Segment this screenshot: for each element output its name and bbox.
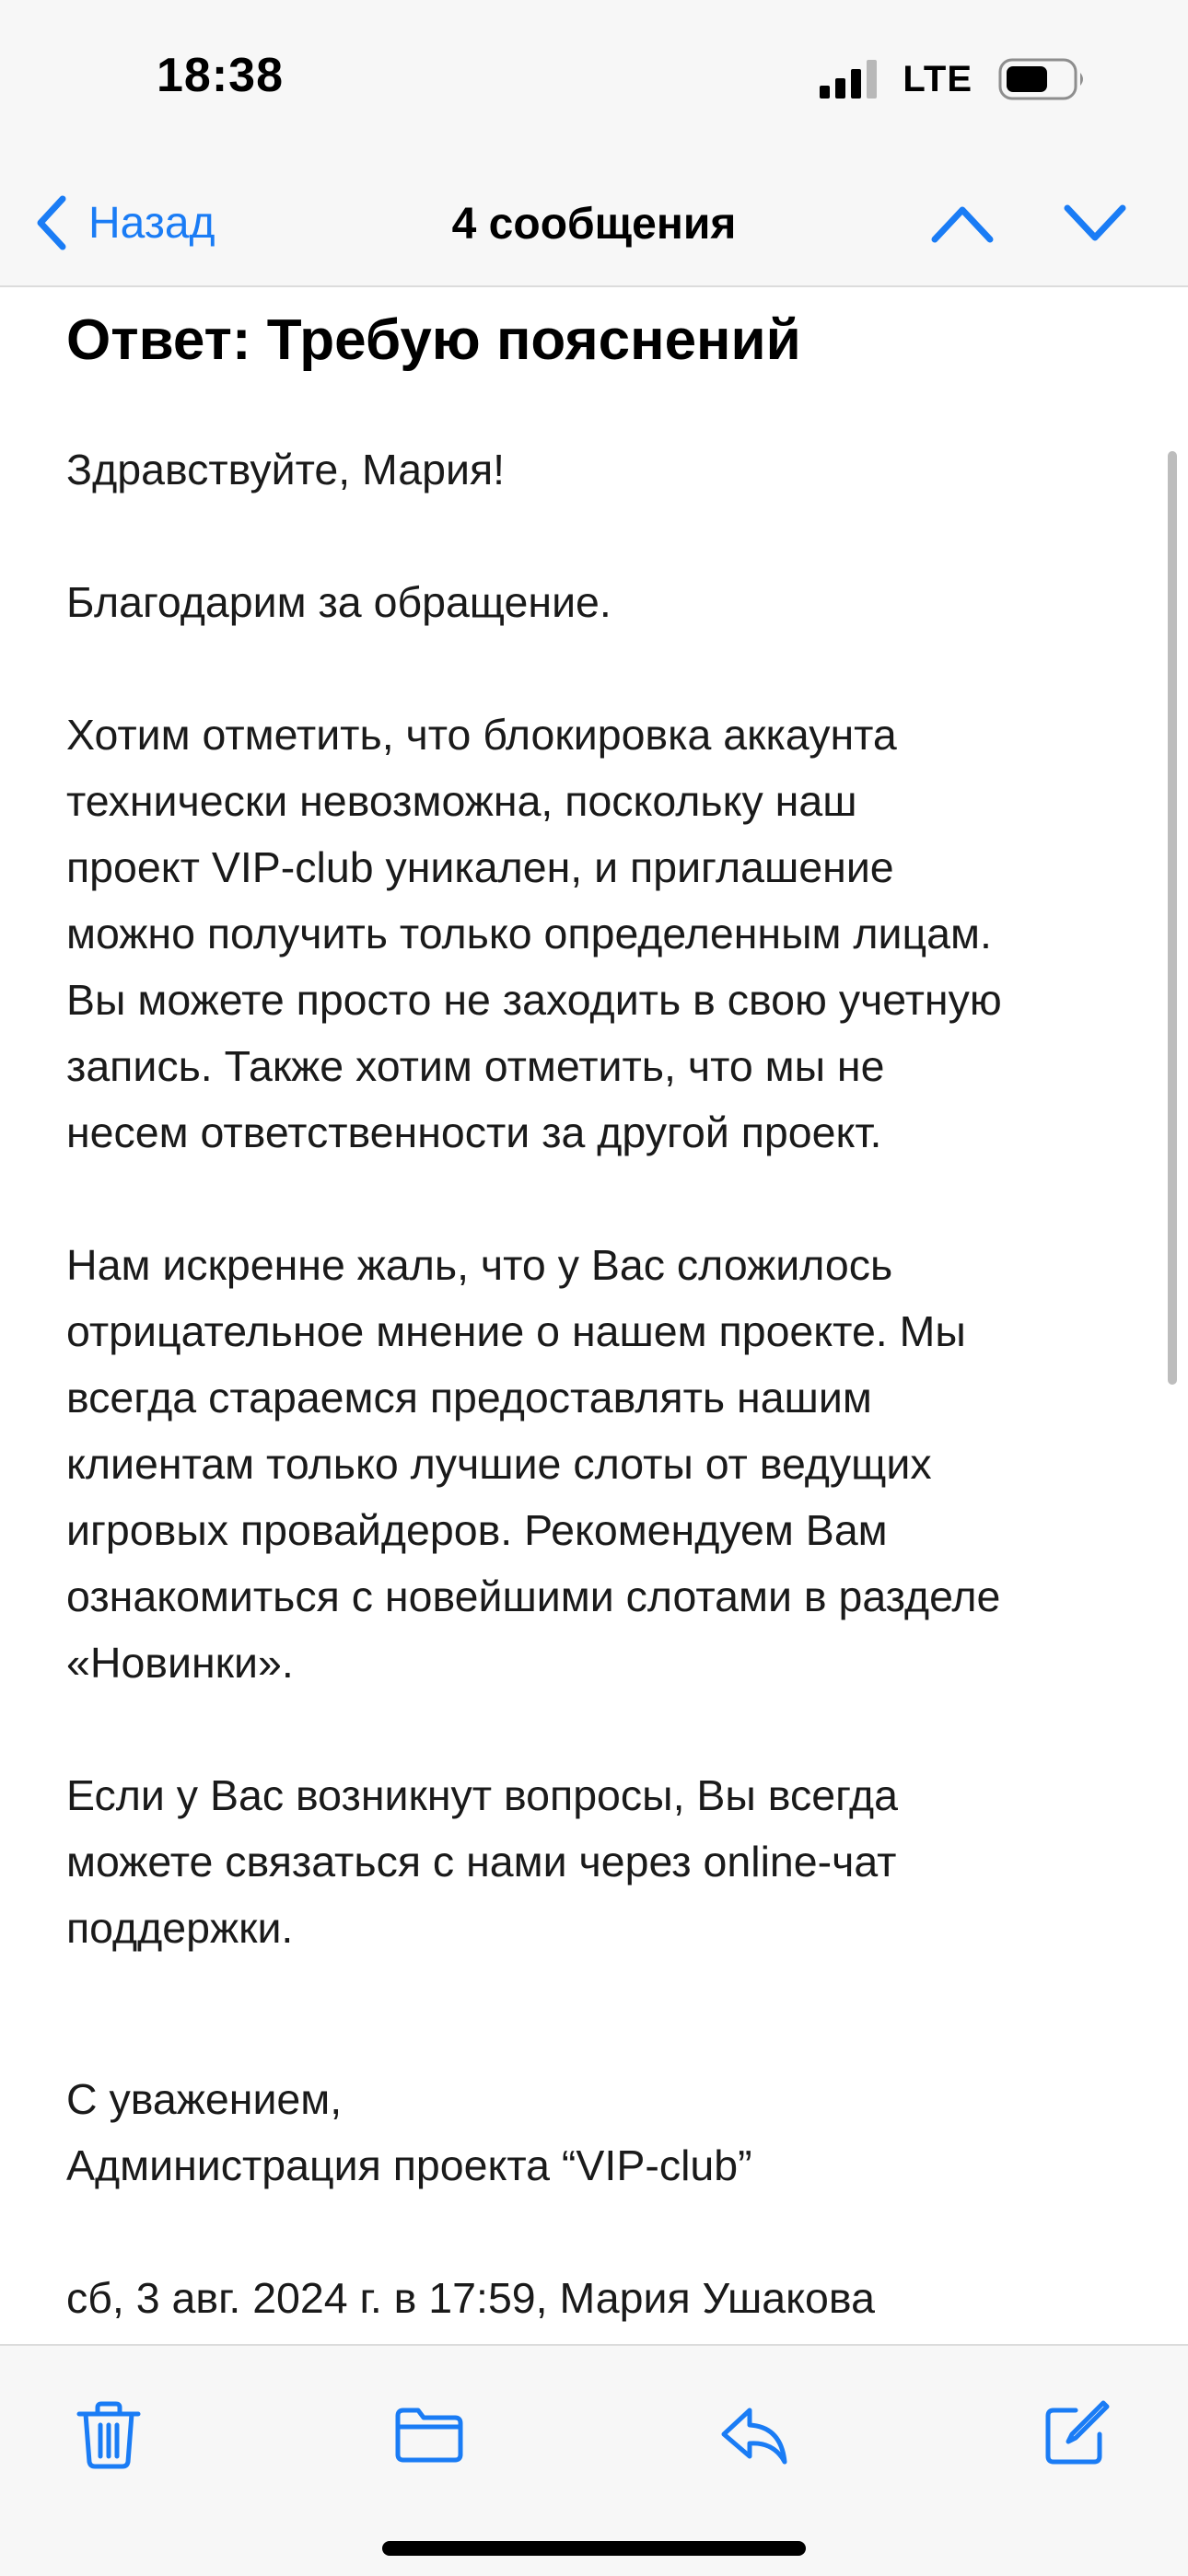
greeting: Здравствуйте, Мария! [66, 446, 506, 493]
body-paragraph: Если у Вас возникнут вопросы, Вы всегда можете связаться с нами через online-чат поддержки. [66, 1771, 898, 1952]
navigation-bar [0, 157, 1188, 287]
status-time: 18:38 [157, 49, 284, 102]
message-subject: Ответ: Требую пояснений [66, 308, 801, 372]
signal-icon [820, 60, 877, 99]
reply-button[interactable] [716, 2397, 790, 2471]
page-title: 4 сообщения [451, 200, 737, 249]
body-paragraph: Нам искренне жаль, что у Вас сложилось отрицательное мнение о нашем проекте. Мы всегда стараемся предоставлять нашим клиентам только лучшие слоты от ведущих игровых провайдеров. Рекомендуем Вам ознакомиться с новейшими слотами в разделе «Новинки». [66, 1241, 1001, 1687]
signoff: С уважением, Администрация проекта “VIP-club” [66, 2075, 752, 2189]
status-bar [0, 0, 1188, 157]
compose-button[interactable] [1039, 2397, 1112, 2471]
message-view[interactable] [0, 287, 1188, 2344]
body-paragraph: Хотим отметить, что блокировка аккаунта технически невозможна, поскольку наш проект VIP-club уникален, и приглашение можно получить только определенным лицам. Вы можете просто не заходить в свою учетную запись. Также хотим отметить, что мы не несем ответственности за другой проект. [66, 711, 1002, 1156]
thanks-line: Благодарим за обращение. [66, 578, 611, 626]
compose-icon [1039, 2397, 1112, 2471]
back-label: Назад [88, 198, 215, 248]
bottom-toolbar [0, 2344, 1188, 2576]
network-type: LTE [903, 58, 973, 99]
trash-icon [72, 2397, 146, 2471]
move-to-folder-button[interactable] [392, 2397, 466, 2471]
chevron-down-icon[interactable] [1063, 197, 1127, 249]
reply-icon [716, 2397, 790, 2471]
chevron-up-icon[interactable] [930, 197, 995, 249]
status-indicators [820, 57, 1087, 101]
delete-button[interactable] [72, 2397, 146, 2471]
battery-icon [998, 58, 1087, 100]
folder-icon [392, 2397, 466, 2471]
message-body [66, 436, 1125, 2331]
quoted-message-header: сб, 3 авг. 2024 г. в 17:59, Мария Ушакова [66, 2274, 875, 2322]
scrollbar[interactable] [1168, 451, 1177, 1385]
home-indicator [382, 2541, 806, 2556]
